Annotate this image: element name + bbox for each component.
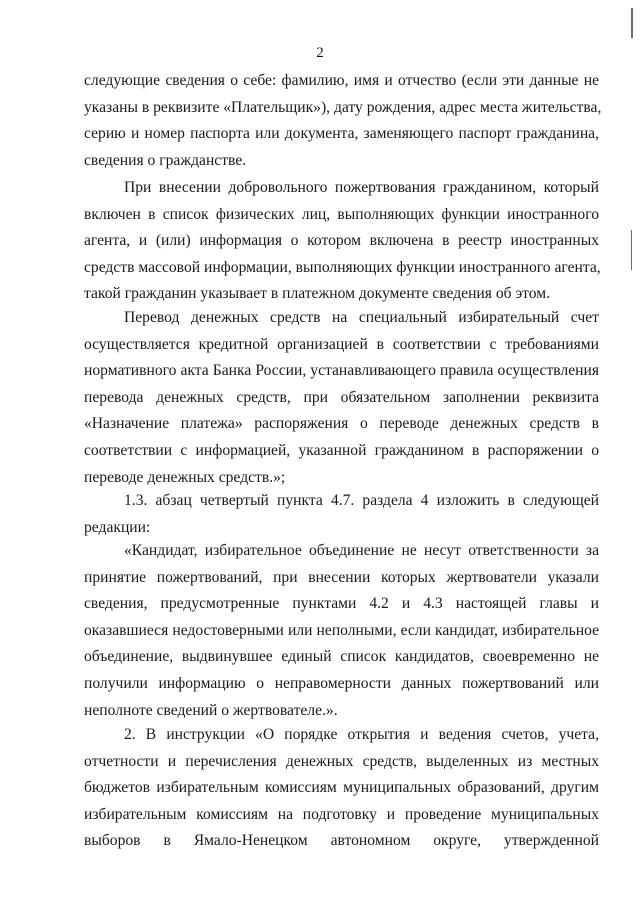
text-line: объединение, выдвинувшее единый список кандидатов, своевременно не	[84, 648, 599, 666]
text-line: «Назначение платежа» распоряжения о переводе денежных средств в	[84, 415, 599, 433]
paragraph-transfer	[84, 305, 599, 491]
text-line: «Кандидат, избирательное объединение не несут ответственности за	[124, 542, 599, 559]
text-line: средств массовой информации, выполняющих функции иностранного агента,	[84, 258, 601, 276]
text-line: осуществляется кредитной организацией в соответствии с требованиями	[84, 335, 599, 353]
paragraph-amendment-1-3	[84, 488, 599, 541]
text-line: получили информацию о неправомерности данных пожертвований или	[84, 674, 599, 692]
text-line: нормативного акта Банка России, устанавливающего правила осуществления	[84, 362, 599, 380]
text-line: бюджетов избирательным комиссиям муниципальных образований, другим	[84, 779, 599, 797]
text-line: выборов в Ямало-Ненецком автономном округе, утвержденной	[84, 832, 599, 850]
scan-edge-mark	[631, 8, 633, 38]
paragraph-candidate-liability	[84, 538, 599, 724]
text-line: При внесении добровольного пожертвования гражданином, который	[124, 179, 599, 196]
text-line: следующие сведения о себе: фамилию, имя и отчество (если эти данные не	[84, 72, 599, 89]
scan-edge-mark	[631, 230, 632, 270]
text-line: агента, и (или) информация о котором включена в реестр иностранных	[84, 232, 599, 250]
paragraph-personal-data	[84, 68, 602, 174]
text-line: отчетности и перечисления денежных средств, выделенных из местных	[84, 752, 599, 770]
text-line: Перевод денежных средств на специальный избирательный счет	[124, 309, 599, 326]
text-line: редакции:	[84, 518, 151, 536]
text-line: избирательным комиссиям на подготовку и проведение муниципальных	[84, 805, 599, 823]
text-line: соответствии с информацией, указанной гражданином в распоряжении о	[84, 441, 599, 459]
page-number: 2	[316, 45, 324, 61]
text-line: перевода денежных средств, при обязательном заполнении реквизита	[84, 388, 599, 406]
paragraph-foreign-agent	[84, 175, 599, 308]
text-line: оказавшиеся недостоверными или неполными, если кандидат, избирательное	[84, 621, 599, 639]
paragraph-instruction-2	[84, 722, 599, 855]
text-line: включен в список физических лиц, выполняющих функции иностранного	[84, 205, 599, 223]
text-line: сведения, предусмотренные пунктами 4.2 и 4.3 настоящей главы и	[84, 595, 599, 613]
text-line: принятие пожертвований, при внесении которых жертвователи указали	[84, 568, 599, 586]
text-line: серию и номер паспорта или документа, заменяющего паспорт гражданина,	[84, 125, 599, 143]
text-line: 1.3. абзац четвертый пункта 4.7. раздела 4 изложить в следующей	[124, 492, 599, 509]
text-line: указаны в реквизите «Плательщик»), дату рождения, адрес места жительства,	[84, 98, 602, 116]
text-line: переводе денежных средств.»;	[84, 468, 286, 486]
text-line: сведения о гражданстве.	[84, 151, 247, 169]
text-line: неполноте сведений о жертвователе.».	[84, 701, 338, 719]
text-line: такой гражданин указывает в платежном документе сведения об этом.	[84, 285, 551, 303]
text-line: 2. В инструкции «О порядке открытия и ведения счетов, учета,	[124, 726, 599, 743]
